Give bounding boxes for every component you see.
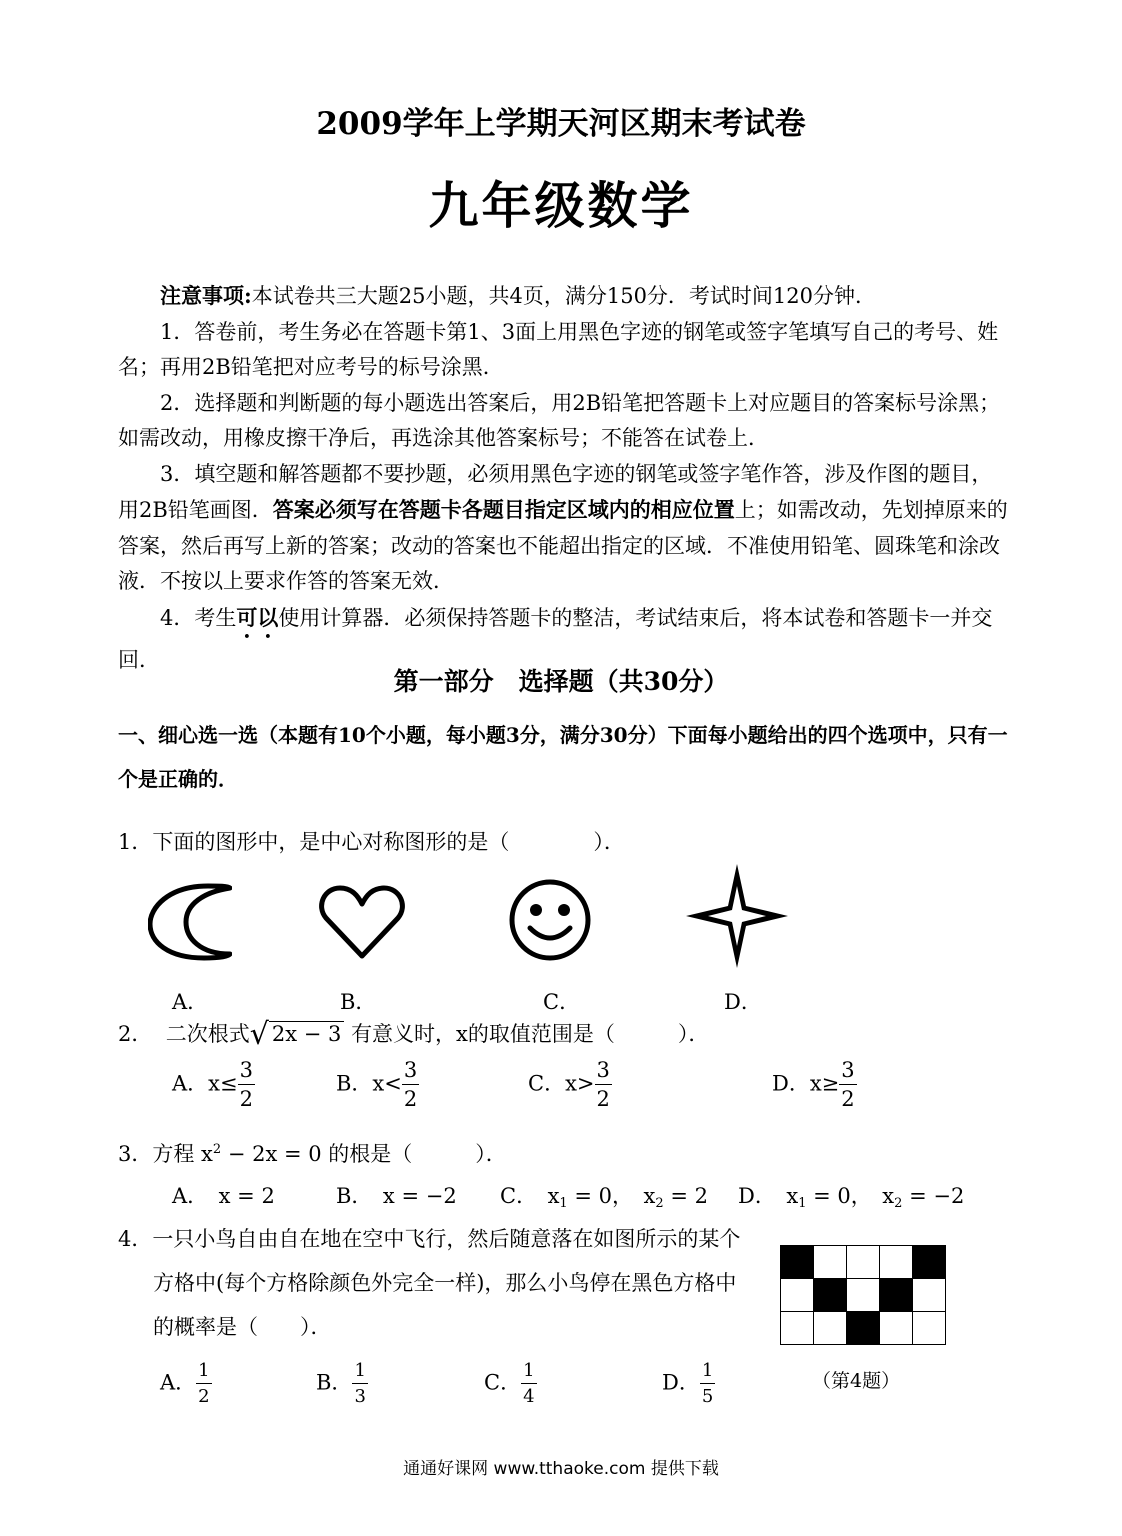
grid-row [781,1312,946,1345]
grid-cell-black [781,1246,814,1279]
q4-figure-caption: （第4题） [812,1370,901,1392]
notice-label: 注意事项: [160,283,252,308]
exam-title: 2009学年上学期天河区期末考试卷 [316,106,806,142]
grid-cell-white [880,1312,913,1345]
q4-option-a: A． $\frac{1}{2}$ [160,1360,210,1407]
grid-cell-white [880,1246,913,1279]
q2-radicand: 2x − 3 [269,1021,345,1046]
grid-cell-white [913,1279,946,1312]
footer-credit: 通通好课网 www.tthaoke.com 提供下载 [403,1459,719,1479]
part-title: 第一部分 选择题（共30分） [393,667,729,696]
grid-cell-white [913,1312,946,1345]
grid-cell-white [814,1246,847,1279]
q2-option-a: A．x≤ $\frac{3}{2}$ [172,1058,253,1111]
q4-grid-figure [780,1245,946,1345]
question-1-stem: 1．下面的图形中，是中心对称图形的是（ ）． [118,830,625,854]
grid-cell-white [781,1312,814,1345]
notice-block [118,278,1008,678]
grid-cell-black [913,1246,946,1279]
grid-cell-black [847,1312,880,1345]
grid-cell-white [847,1279,880,1312]
notice-intro: 本试卷共三大题25小题，共4页，满分150分．考试时间120分钟． [251,284,877,308]
smiley-face-icon [508,878,592,962]
grid-row [781,1246,946,1279]
four-point-star-icon [684,862,790,970]
q3-option-c: C． $x_1 = 0$， $x_2 = 2$ [500,1184,708,1211]
subject-title: 九年级数学 [428,176,694,235]
q1-option-b: B． [340,990,377,1014]
heart-icon [318,884,406,960]
q1-option-c: C． [543,990,581,1014]
grid-cell-white [847,1246,880,1279]
q2-option-c: C．x> $\frac{3}{2}$ [528,1058,610,1111]
q1-option-a: A． [172,990,209,1014]
q2-option-d: D．x≥ $\frac{3}{2}$ [772,1058,855,1111]
grid-cell-white [781,1279,814,1312]
section-title: 一、细心选一选（本题有10个小题，每小题3分，满分30分）下面每小题给出的四个选项中，只有一个是正确的． [118,723,1008,791]
q3-option-b: B． x = −2 [336,1184,457,1208]
grid-cell-white [814,1312,847,1345]
q2-option-b: B．x< $\frac{3}{2}$ [336,1058,418,1111]
grid-cell-black [814,1279,847,1312]
q3-option-d: D． $x_1 = 0$， $x_2 = -2$ [738,1184,965,1211]
q3-option-a: A． x = 2 [172,1184,275,1208]
q4-option-d: D． $\frac{1}{5}$ [662,1360,714,1407]
grid-cell-black [880,1279,913,1312]
notice-item-2: 2．选择题和判断题的每小题选出答案后，用2B铅笔把答题卡上对应题目的答案标号涂黑；如需改动，用橡皮擦干净后，再选涂其他答案标号；不能答在试卷上． [118,390,1001,450]
grid-row [781,1279,946,1312]
question-2-stem: 2． 二次根式√ 2x − 3 有意义时，x的取值范围是（ ）． [118,1017,710,1052]
q4-option-b: B． $\frac{1}{3}$ [316,1360,366,1407]
notice-item-1: 1．答卷前，考生务必在答题卡第1、3面上用黑色字迹的钢笔或签字笔填写自己的考号、姓名；再用2B铅笔把对应考号的标号涂黑． [118,319,999,379]
crescent-moon-icon [148,882,232,962]
question-4-line-3: 的概率是（ ）． [153,1315,332,1339]
notice-item-3: 3．填空题和解答题都不要抄题，必须用黑色字迹的钢笔或签字笔作答，涉及作图的题目，用2B铅笔画图．答案必须写在答题卡各题目指定区域内的相应位置上；如需改动，先划掉原来的答案，然后再写上新的答案；改动的答案也不能超出指定的区域．不准使用铅笔、圆珠笔和涂改液．不按以上要求作答的答案无效． [118,461,1008,593]
question-4-line-1: 4．一只小鸟自由自在地在空中飞行，然后随意落在如图所示的某个 [118,1227,741,1251]
question-4-line-2: 方格中(每个方格除颜色外完全一样)，那么小鸟停在黑色方格中 [153,1271,737,1295]
question-3-stem: 3．方程 $x^2 - 2x = 0$ 的根是（ ）． [118,1142,507,1166]
q4-option-c: C． $\frac{1}{4}$ [484,1360,535,1407]
notice-item-4: 4．考生可以使用计算器．必须保持答题卡的整洁，考试结束后，将本试卷和答题卡一并交回． [118,604,993,672]
q1-option-d: D． [724,990,762,1014]
